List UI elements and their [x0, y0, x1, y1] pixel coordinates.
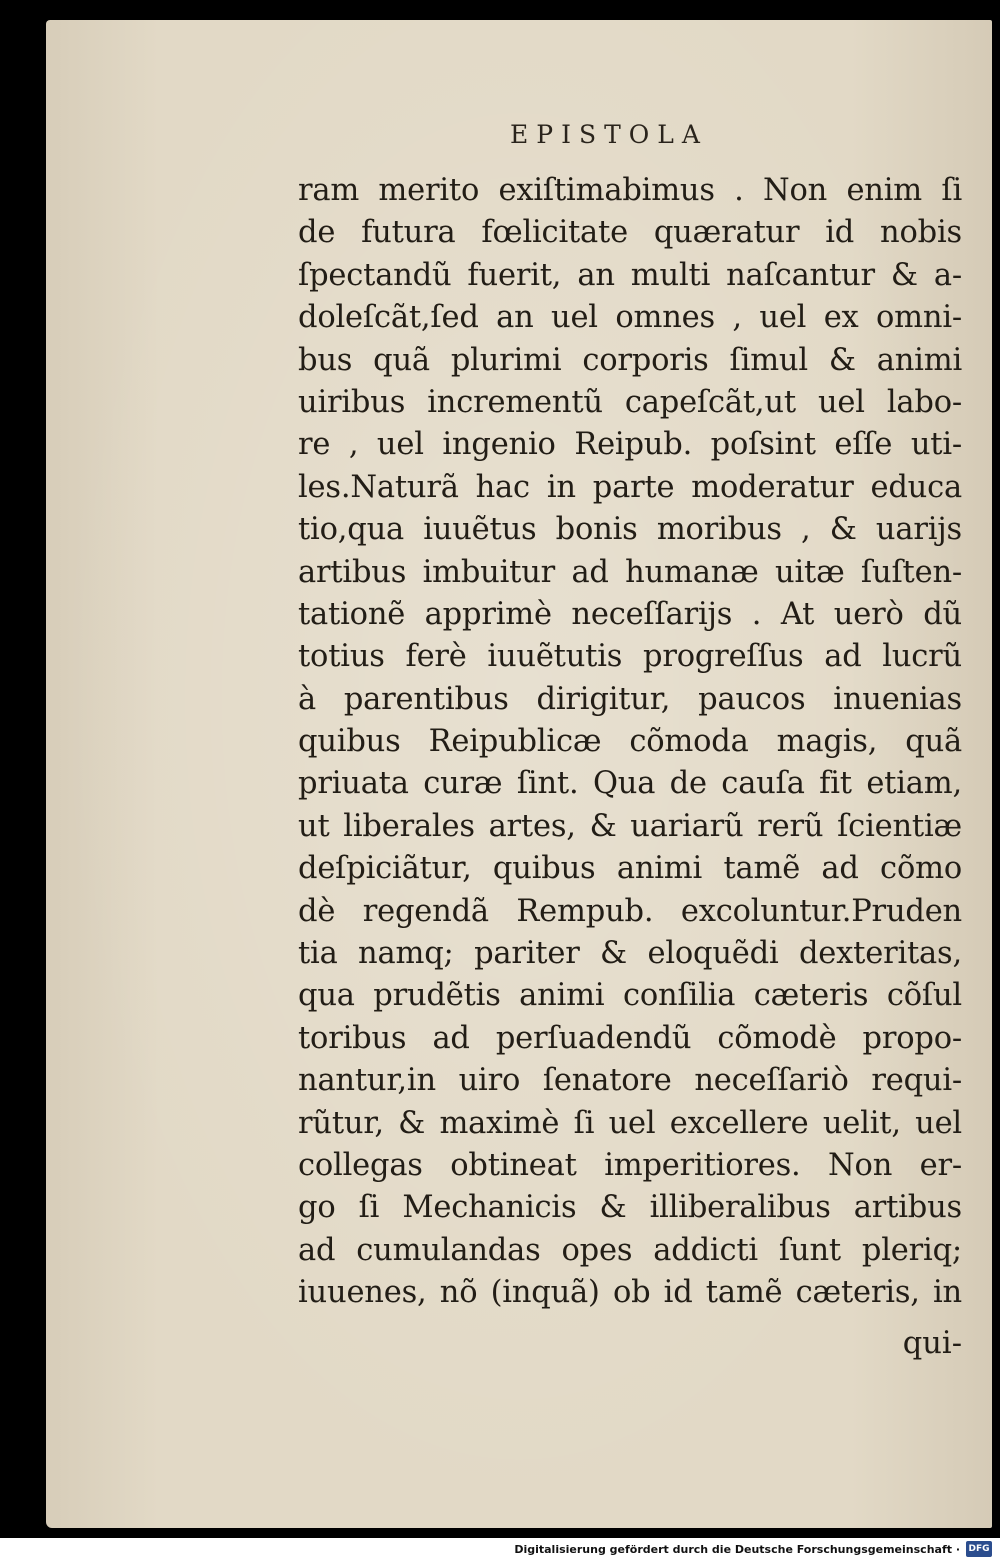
text-line: rũtur, & maximè ſi uel excellere uelit, uel: [298, 1105, 962, 1141]
text-line: tia namq; pariter & eloquẽdi dexteritas,: [298, 936, 962, 972]
text-line: dè regendã Rempub. excoluntur.Pruden: [298, 893, 962, 929]
text-line: iuuenes, nõ (inquã) ob id tamẽ cæteris, in: [298, 1275, 962, 1311]
catchword: qui-: [902, 1326, 962, 1361]
text-line: totius ferè iuuẽtutis progreſſus ad lucrũ: [298, 639, 962, 675]
text-line: doleſcãt,ſed an uel omnes , uel ex omni-: [298, 300, 962, 336]
text-line: artibus imbuitur ad humanæ uitæ ſuſten-: [298, 554, 962, 590]
text-line: collegas obtineat imperitiores. Non er-: [298, 1147, 962, 1183]
text-line: toribus ad perſuadendũ cõmodè propo-: [298, 1020, 962, 1056]
text-line: les.Naturã hac in parte moderatur educa: [298, 469, 962, 505]
text-line: nantur,in uiro ſenatore neceſſariò requi-: [298, 1063, 962, 1099]
text-body: [298, 170, 962, 1315]
text-line: à parentibus dirigitur, paucos inuenias: [298, 681, 962, 717]
text-line: qua prudẽtis animi conſilia cæteris cõſul: [298, 978, 962, 1014]
text-line: go ſi Mechanicis & illiberalibus artibus: [298, 1190, 962, 1226]
text-line: ram merito exiſtimabimus . Non enim ſi: [298, 173, 962, 208]
text-line: re , uel ingenio Reipub. poſsint eſſe uti-: [298, 427, 962, 463]
text-line: ut liberales artes, & uariarũ rerũ ſcientiæ: [298, 808, 962, 844]
text-line: bus quã plurimi corporis ſimul & animi: [298, 342, 962, 378]
text-line: quibus Reipublicæ cõmoda magis, quã: [298, 724, 962, 760]
text-line: ad cumulandas opes addicti ſunt pleriq;: [298, 1232, 962, 1268]
dfg-logo-icon: DFG: [966, 1541, 992, 1557]
footer-credit: Digitalisierung gefördert durch die Deutsche Forschungsgemeinschaft ·: [514, 1543, 960, 1556]
text-line: tio,qua iuuẽtus bonis moribus , & uarijs: [298, 512, 962, 548]
page-header: EPISTOLA: [510, 120, 708, 149]
text-line: priuata curæ ſint. Qua de cauſa fit etiam,: [298, 766, 962, 802]
text-line: ſpectandũ fuerit, an multi naſcantur & a-: [298, 257, 962, 293]
text-line: tationẽ apprimè neceſſarijs . At uerò dũ: [298, 596, 962, 632]
text-line: uiribus incrementũ capeſcãt,ut uel labo-: [298, 384, 962, 420]
text-line: deſpiciãtur, quibus animi tamẽ ad cõmo: [298, 851, 962, 887]
text-line: de futura fœlicitate quæratur id nobis: [298, 215, 962, 251]
